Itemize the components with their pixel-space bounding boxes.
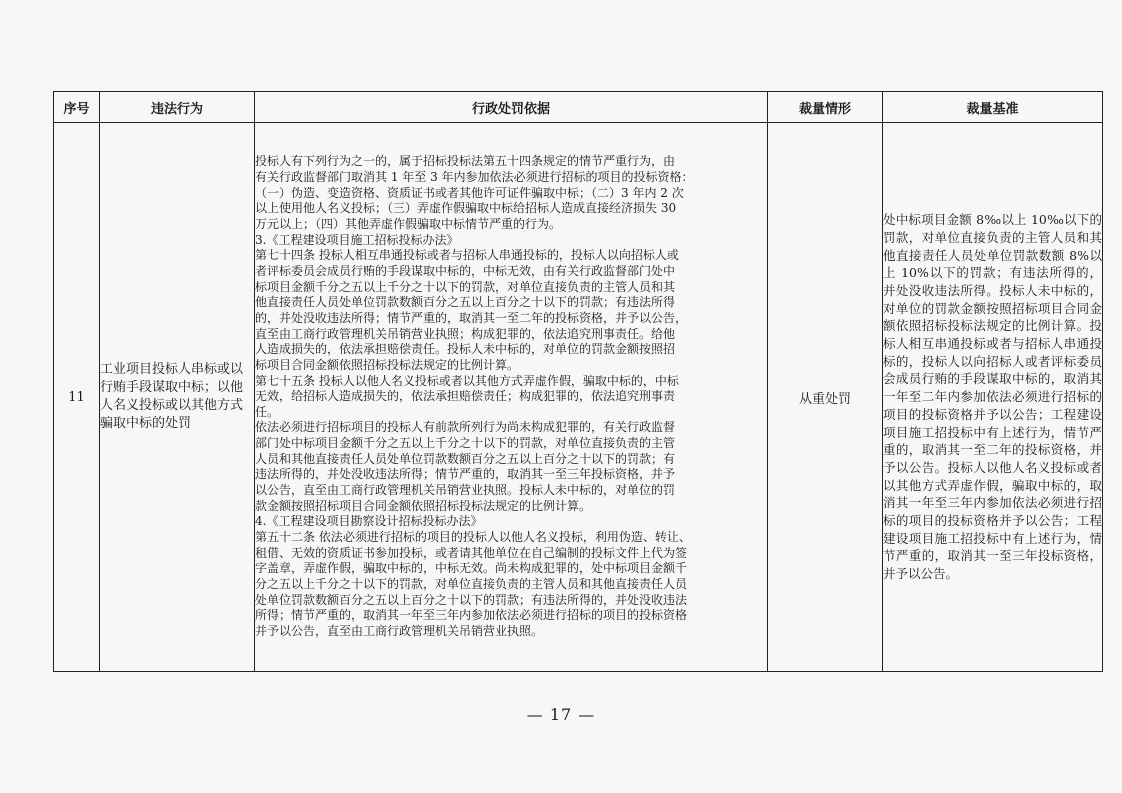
basis-line: 分之五以上千分之十以下的罚款，对单位直接负责的主管人员和其他直接责任人员: [255, 577, 688, 592]
basis-line: 投标人有下列行为之一的，属于招标投标法第五十四条规定的情节严重行为，由: [255, 154, 676, 169]
row-number: 11: [54, 123, 100, 672]
basis-line: 直至由工商行政管理机关吊销营业执照；构成犯罪的，依法追究刑事责任。给他: [255, 326, 676, 341]
basis-line: 3.《工程建设项目施工招标投标办法》: [255, 232, 459, 247]
basis-line: 标项目金额千分之五以上千分之十以下的罚款，对单位直接负责的主管人员和其: [255, 279, 676, 294]
discretion-standard: [883, 123, 1103, 672]
basis-line: 他直接责任人员处单位罚款数额百分之五以上百分之十以下的罚款；有违法所得: [255, 295, 676, 310]
basis-line: 有关行政监督部门取消其 1 年至 3 年内参加依法必须进行招标的项目的投标资格：: [255, 169, 694, 184]
basis-line: 以公告，直至由工商行政管理机关吊销营业执照。投标人未中标的，对单位的罚: [255, 483, 676, 498]
basis-line: 任。: [255, 404, 280, 419]
table-header-row: [54, 92, 1103, 123]
basis-line: 处单位罚款数额百分之五以上百分之十以下的罚款；有违法所得的，并处没收违法: [255, 592, 688, 607]
basis-line: 4.《工程建设项目勘察设计招标投标办法》: [255, 514, 483, 529]
discretion-standard-text: 处中标项目金额 8‰以上 10‰以下的罚款，对单位直接负责的主管人员和其他直接责任人员处单位罚款数额 8%以上 10%以下的罚款；有违法所得的，并处没收违法所得。投标人未中标的，对单位的罚款金额按照招标项目合同金额依照招标投标法规定的比例计算。投标人相互串通投标或者与招标人串通投标的，投标人以向招标人或者评标委员会成员行贿的手段谋取中标的，取消其一年至二年内参加依法必须进行招标的项目的投标资格并予以公告；工程建设项目施工招投标中有上述行为，情节严重的，取消其一至二年的投标资格，并予以公告。投标人以他人名义投标或者以其他方式弄虚作假，骗取中标的，取消其一年至三年内参加依法必须进行招标的项目的投标资格并予以公告；工程建设项目施工招投标中有上述行为，情节严重的，取消其一至三年投标资格，并予以公告。: [883, 212, 1102, 582]
header-standard: 裁量基准: [883, 92, 1103, 123]
basis-line: 第七十四条 投标人相互串通投标或者与招标人串通投标的，投标人以向招标人或: [255, 248, 679, 263]
table-row: [54, 123, 1103, 672]
basis-line: 所得；情节严重的，取消其一年至三年内参加依法必须进行招标的项目的投标资格: [255, 608, 688, 623]
basis-line: （一）伪造、变造资格、资质证书或者其他许可证件骗取中标；（二）3 年内 2 次: [255, 185, 684, 200]
basis-line: 依法必须进行招标项目的投标人有前款所列行为尚未构成犯罪的，有关行政监督: [255, 420, 676, 435]
basis-line: 者评标委员会成员行贿的手段谋取中标的，中标无效，由有关行政监督部门处中: [255, 263, 676, 278]
basis-line: 并予以公告，直至由工商行政管理机关吊销营业执照。: [255, 624, 544, 639]
basis-line: 人员和其他直接责任人员处单位罚款数额百分之五以上百分之十以下的罚款；有: [255, 451, 676, 466]
violation-act: 工业项目投标人串标或以行贿手段谋取中标；以他人名义投标或以其他方式骗取中标的处罚: [100, 123, 255, 672]
penalty-basis-text: [255, 154, 767, 639]
basis-line: 部门处中标项目金额千分之五以上千分之十以下的罚款，对单位直接负责的主管: [255, 436, 676, 451]
page-number: — 17 —: [526, 705, 596, 724]
header-no: 序号: [54, 92, 100, 123]
discretion-circumstance: 从重处罚: [768, 123, 883, 672]
basis-line: 第五十二条 依法必须进行招标的项目的投标人以他人名义投标，利用伪造、转让、: [255, 530, 691, 545]
basis-line: 租借、无效的资质证书参加投标，或者请其他单位在自己编制的投标文件上代为签: [255, 545, 688, 560]
basis-line: 以上使用他人名义投标；（三）弄虚作假骗取中标给招标人造成直接经济损失 30: [255, 201, 677, 216]
header-circumstance: 裁量情形: [768, 92, 883, 123]
basis-line: 第七十五条 投标人以他人名义投标或者以其他方式弄虚作假，骗取中标的，中标: [255, 373, 679, 388]
header-act: 违法行为: [100, 92, 255, 123]
basis-line: 标项目合同金额依照招标投标法规定的比例计算。: [255, 357, 520, 372]
basis-line: 的，并处没收违法所得；情节严重的，取消其一至二年的投标资格，并予以公告，: [255, 310, 688, 325]
penalty-basis: [255, 123, 768, 672]
basis-line: 无效，给招标人造成损失的，依法承担赔偿责任；构成犯罪的，依法追究刑事责: [255, 389, 676, 404]
basis-line: 违法所得的，并处没收违法所得；情节严重的，取消其一至三年投标资格，并予: [255, 467, 676, 482]
basis-line: 款金额按照招标项目合同金额依照招标投标法规定的比例计算。: [255, 498, 592, 513]
header-basis: 行政处罚依据: [255, 92, 768, 123]
basis-line: 万元以上；（四）其他弄虚作假骗取中标情节严重的行为。: [255, 216, 562, 231]
basis-line: 人造成损失的，依法承担赔偿责任。投标人未中标的，对单位的罚款金额按照招: [255, 342, 676, 357]
basis-line: 字盖章，弄虚作假，骗取中标的，中标无效。尚未构成犯罪的，处中标项目金额千: [255, 561, 688, 576]
penalty-table: [53, 91, 1103, 672]
